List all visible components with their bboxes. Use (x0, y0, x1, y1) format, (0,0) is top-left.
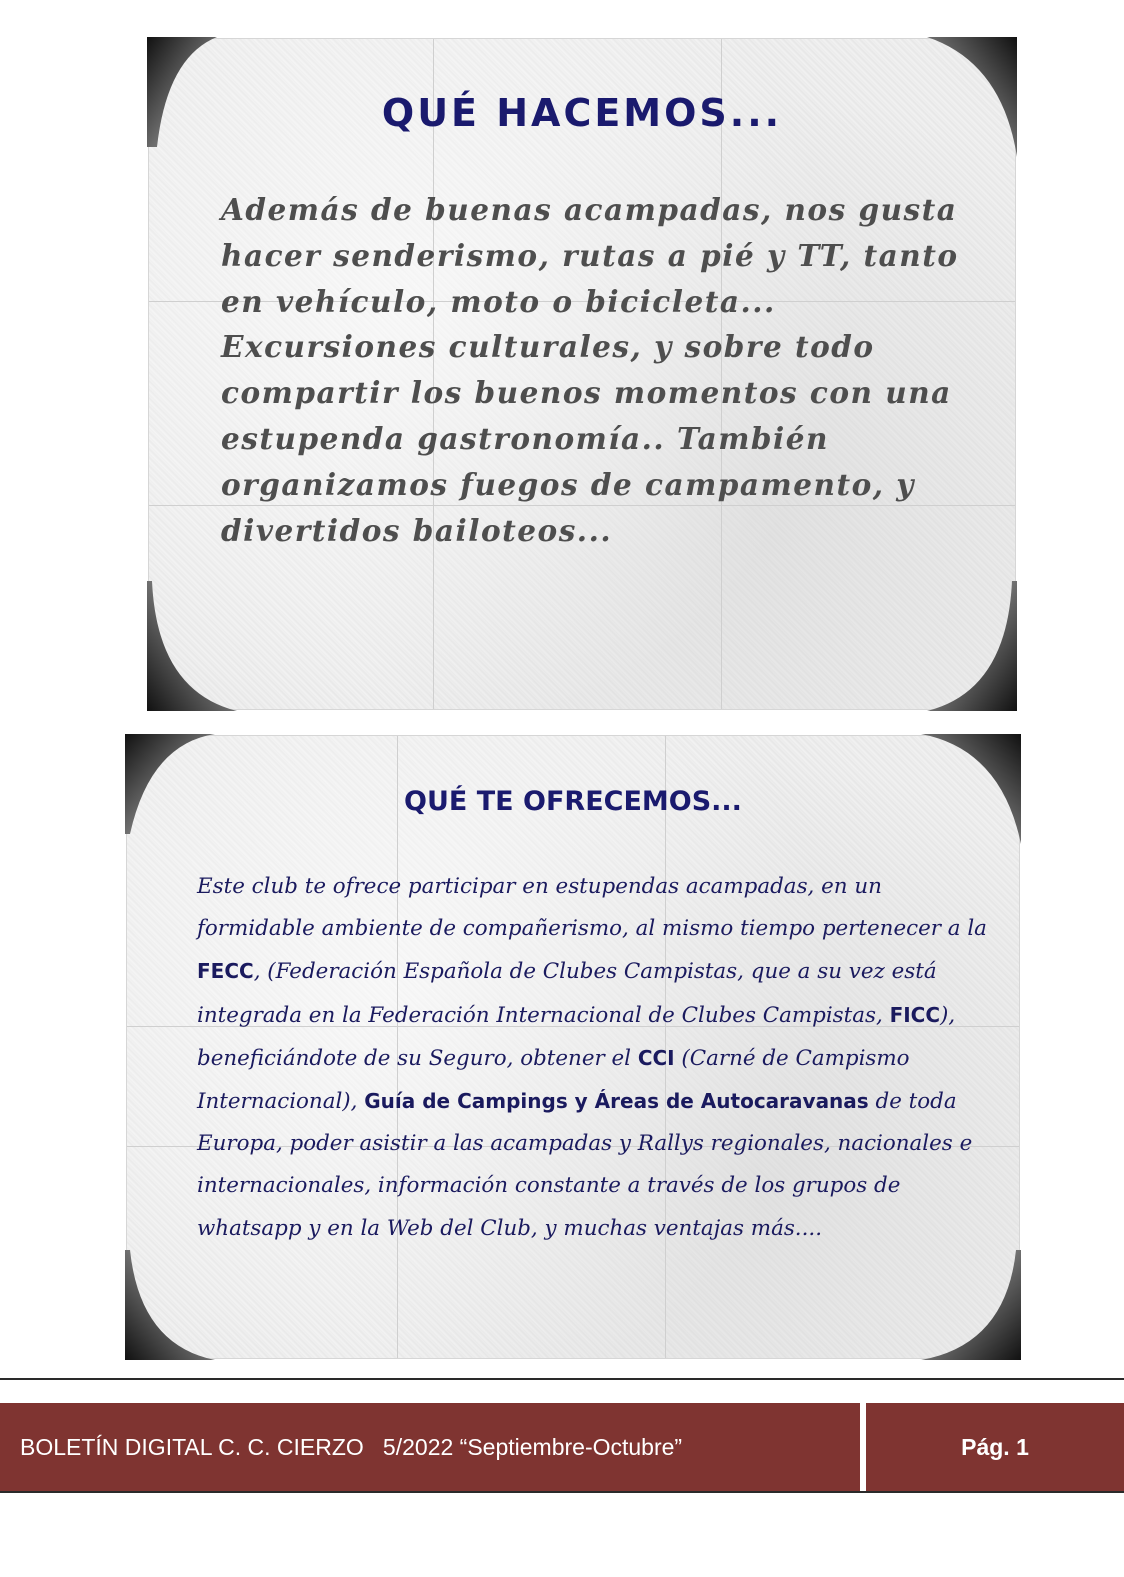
page-curl-bottom-right-icon (927, 581, 1017, 711)
what-we-offer-title: QUÉ TE OFRECEMOS... (404, 786, 742, 817)
what-we-do-panel (148, 38, 1016, 710)
offer-text-segment: (Carné de Campismo Internacional), (197, 1045, 910, 1115)
offer-text-segment: Este club te ofrece participar en estupendas acampadas, en un formidable ambiente de compañerismo, al mismo tiempo pertenecer a la (197, 874, 987, 942)
what-we-do-title: QUÉ HACEMOS... (381, 91, 783, 135)
page-curl-bottom-left-icon (147, 581, 237, 711)
publication-label: BOLETÍN DIGITAL C. C. CIERZO 5/2022 “Septiembre-Octubre” (20, 1433, 683, 1460)
page-footer (0, 1403, 1124, 1491)
page-curl-bottom-left-icon (125, 1250, 215, 1360)
cci-highlight: CCI (637, 1045, 675, 1070)
footer-top-rule (0, 1378, 1124, 1380)
page-curl-bottom-right-icon (921, 1250, 1021, 1360)
what-we-offer-panel (126, 735, 1020, 1359)
camping-guide-highlight: Guía de Campings y Áreas de Autocaravanas (364, 1089, 869, 1114)
footer-bottom-rule (0, 1491, 1124, 1493)
page-number: Pág. 1 (961, 1433, 1029, 1460)
offer-text-segment: , (Federación Española de Clubes Campistas, que a su vez está integrada en la Federación Internacional de Clubes Campistas, (197, 959, 937, 1028)
offer-text-segment: ), beneficiándote de su Seguro, obtener el (197, 1002, 956, 1071)
offer-text-segment: de toda Europa, poder asistir a las acampadas y Rallys regionales, nacionales e internacionales, información constante a través de los grupos de whatsapp y en la Web del Club, y muchas ventajas más.... (197, 1089, 973, 1241)
what-we-do-text: Además de buenas acampadas, nos gusta hacer senderismo, rutas a pié y TT, tanto en vehículo, moto o bicicleta... Excursiones culturales, y sobre todo compartir los buenos momentos con una estupenda gastronomía.. También organizamos fuegos de campamento, y divertidos bailoteos... (221, 192, 959, 548)
ficc-highlight: FICC (889, 1002, 941, 1027)
what-we-offer-text (197, 866, 987, 1250)
fecc-highlight: FECC (197, 959, 254, 984)
page-curl-top-left-icon (125, 734, 215, 834)
